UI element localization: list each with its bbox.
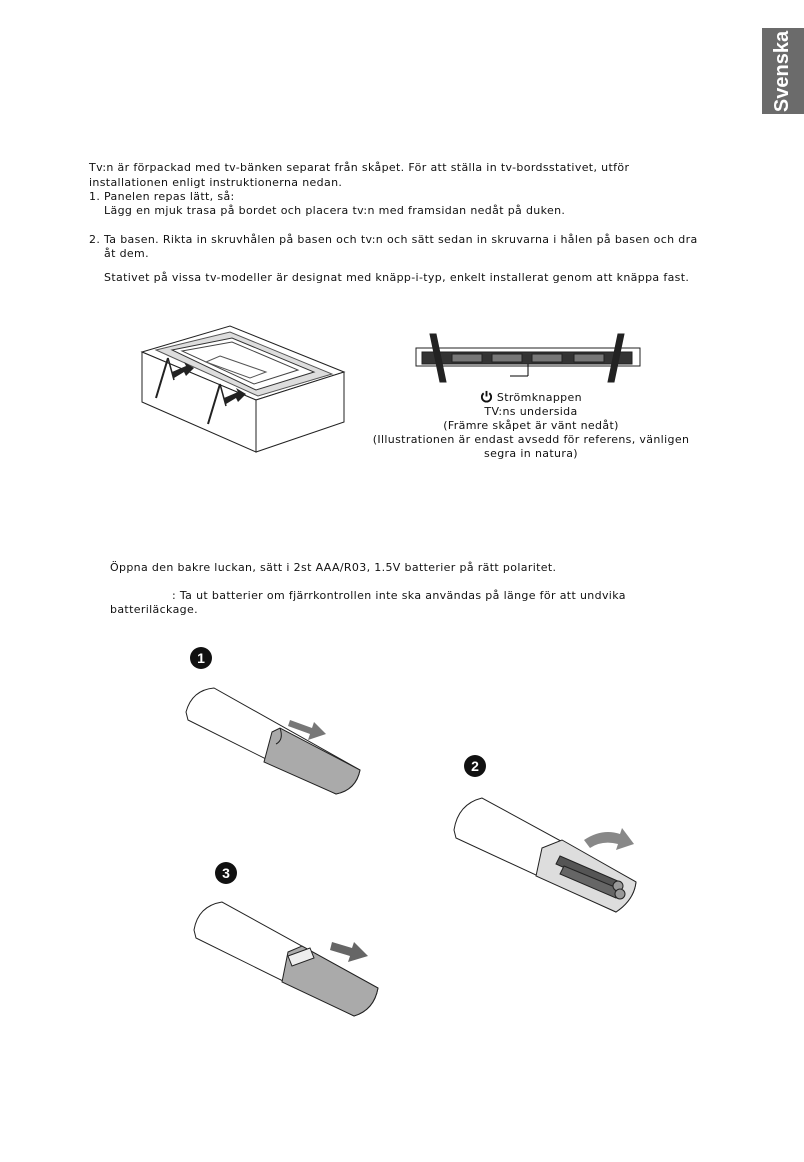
remote-open-cover-illustration bbox=[184, 682, 364, 797]
power-label: Strömknappen bbox=[496, 391, 582, 404]
step-badge-1: 1 bbox=[190, 647, 212, 669]
step-badge-3: 3 bbox=[215, 862, 237, 884]
intro-line-2: installationen enligt instruktionerna nedan. bbox=[89, 176, 343, 189]
step-1-title: 1. Panelen repas lätt, så: bbox=[89, 190, 235, 203]
step-1-body: Lägg en mjuk trasa på bordet och placera tv:n med framsidan nedåt på duken. bbox=[104, 204, 566, 217]
language-tab bbox=[762, 28, 804, 114]
battery-instruction: Öppna den bakre luckan, sätt i 2st AAA/R03, 1.5V batterier på rätt polaritet. bbox=[110, 561, 557, 574]
remote-close-cover-illustration bbox=[192, 898, 382, 1020]
battery-note-line-1: : Ta ut batterier om fjärrkontrollen inte ska användas på länge för att undvika bbox=[172, 589, 626, 602]
step-2-body: åt dem. bbox=[104, 247, 149, 260]
caption-face-down: (Främre skåpet är vänt nedåt) bbox=[443, 419, 619, 432]
caption-underside: TV:ns undersida bbox=[484, 405, 578, 418]
battery-note-line-2: batteriläckage. bbox=[110, 603, 198, 616]
caption-reference-2: segra in natura) bbox=[484, 447, 578, 460]
language-tab-label: Svenska bbox=[771, 30, 794, 112]
remote-insert-batteries-illustration bbox=[452, 790, 642, 915]
caption-reference-1: (Illustrationen är endast avsedd för referens, vänligen bbox=[372, 433, 690, 446]
step-badge-2: 2 bbox=[464, 755, 486, 777]
tv-face-down-illustration bbox=[138, 320, 348, 460]
tv-underside-illustration bbox=[412, 332, 644, 390]
snap-in-note: Stativet på vissa tv-modeller är designat med knäpp-i-typ, enkelt installerat genom att knäppa fast. bbox=[104, 271, 690, 284]
intro-line-1: Tv:n är förpackad med tv-bänken separat från skåpet. För att ställa in tv-bordsstativet, utför bbox=[89, 161, 630, 174]
step-2-title: 2. Ta basen. Rikta in skruvhålen på basen och tv:n och sätt sedan in skruvarna i hålen på basen och dra bbox=[89, 233, 698, 246]
